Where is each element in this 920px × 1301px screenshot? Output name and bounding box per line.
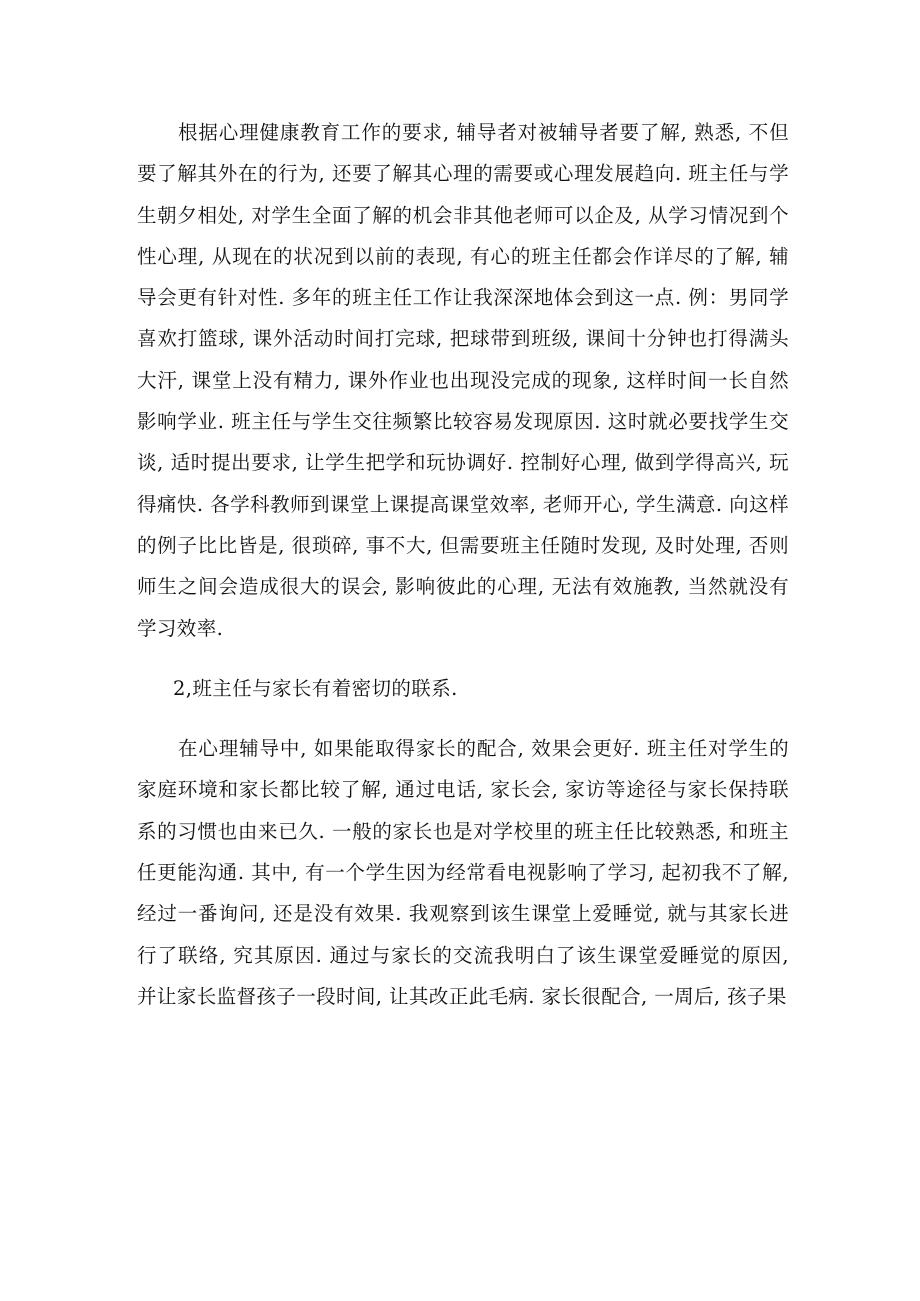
- document-body: [137, 112, 789, 1017]
- section-heading-parents: 2,班主任与家长有着密切的联系.: [173, 676, 458, 700]
- paragraph-parent-cooperation: 在心理辅导中, 如果能取得家长的配合, 效果会更好. 班主任对学生的家庭环境和家长都比较了解, 通过电话, 家长会, 家访等途径与家长保持联系的习惯也由来已久. 一般的家长也是对学校里的班主任比较熟悉, 和班主任更能沟通. 其中, 有一个学生因为经常看电视影响了学习, 起初我不了解, 经过一番询问, 还是没有效果. 我观察到该生课堂上爱睡觉, 就与其家长进行了联络, 究其原因. 通过与家长的交流我明白了该生课堂爱睡觉的原因, 并让家长监督孩子一段时间, 让其改正此毛病. 家长很配合, 一周后, 孩子果: [137, 737, 789, 1008]
- paragraph-understanding-students: 根据心理健康教育工作的要求, 辅导者对被辅导者要了解, 熟悉, 不但要了解其外在的行为, 还要了解其心理的需要或心理发展趋向. 班主任与学生朝夕相处, 对学生全面了解的机会非其他老师可以企及, 从学习情况到个性心理, 从现在的状况到以前的表现, 有心的班主任都会作详尽的了解, 辅导会更有针对性. 多年的班主任工作让我深深地体会到这一点. 例：男同学喜欢打篮球, 课外活动时间打完球, 把球带到班级, 课间十分钟也打得满头大汗, 课堂上没有精力, 课外作业也出现没完成的现象, 这样时间一长自然影响学业. 班主任与学生交往频繁比较容易发现原因. 这时就必要找学生交谈, 适时提出要求, 让学生把学和玩协调好. 控制好心理, 做到学得高兴, 玩得痛快. 各学科教师到课堂上课提高课堂效率, 老师开心, 学生满意. 向这样的例子比比皆是, 很琐碎, 事不大, 但需要班主任随时发现, 及时处理, 否则师生之间会造成很大的误会, 影响彼此的心理, 无法有效施教, 当然就没有学习效率.: [137, 121, 789, 640]
